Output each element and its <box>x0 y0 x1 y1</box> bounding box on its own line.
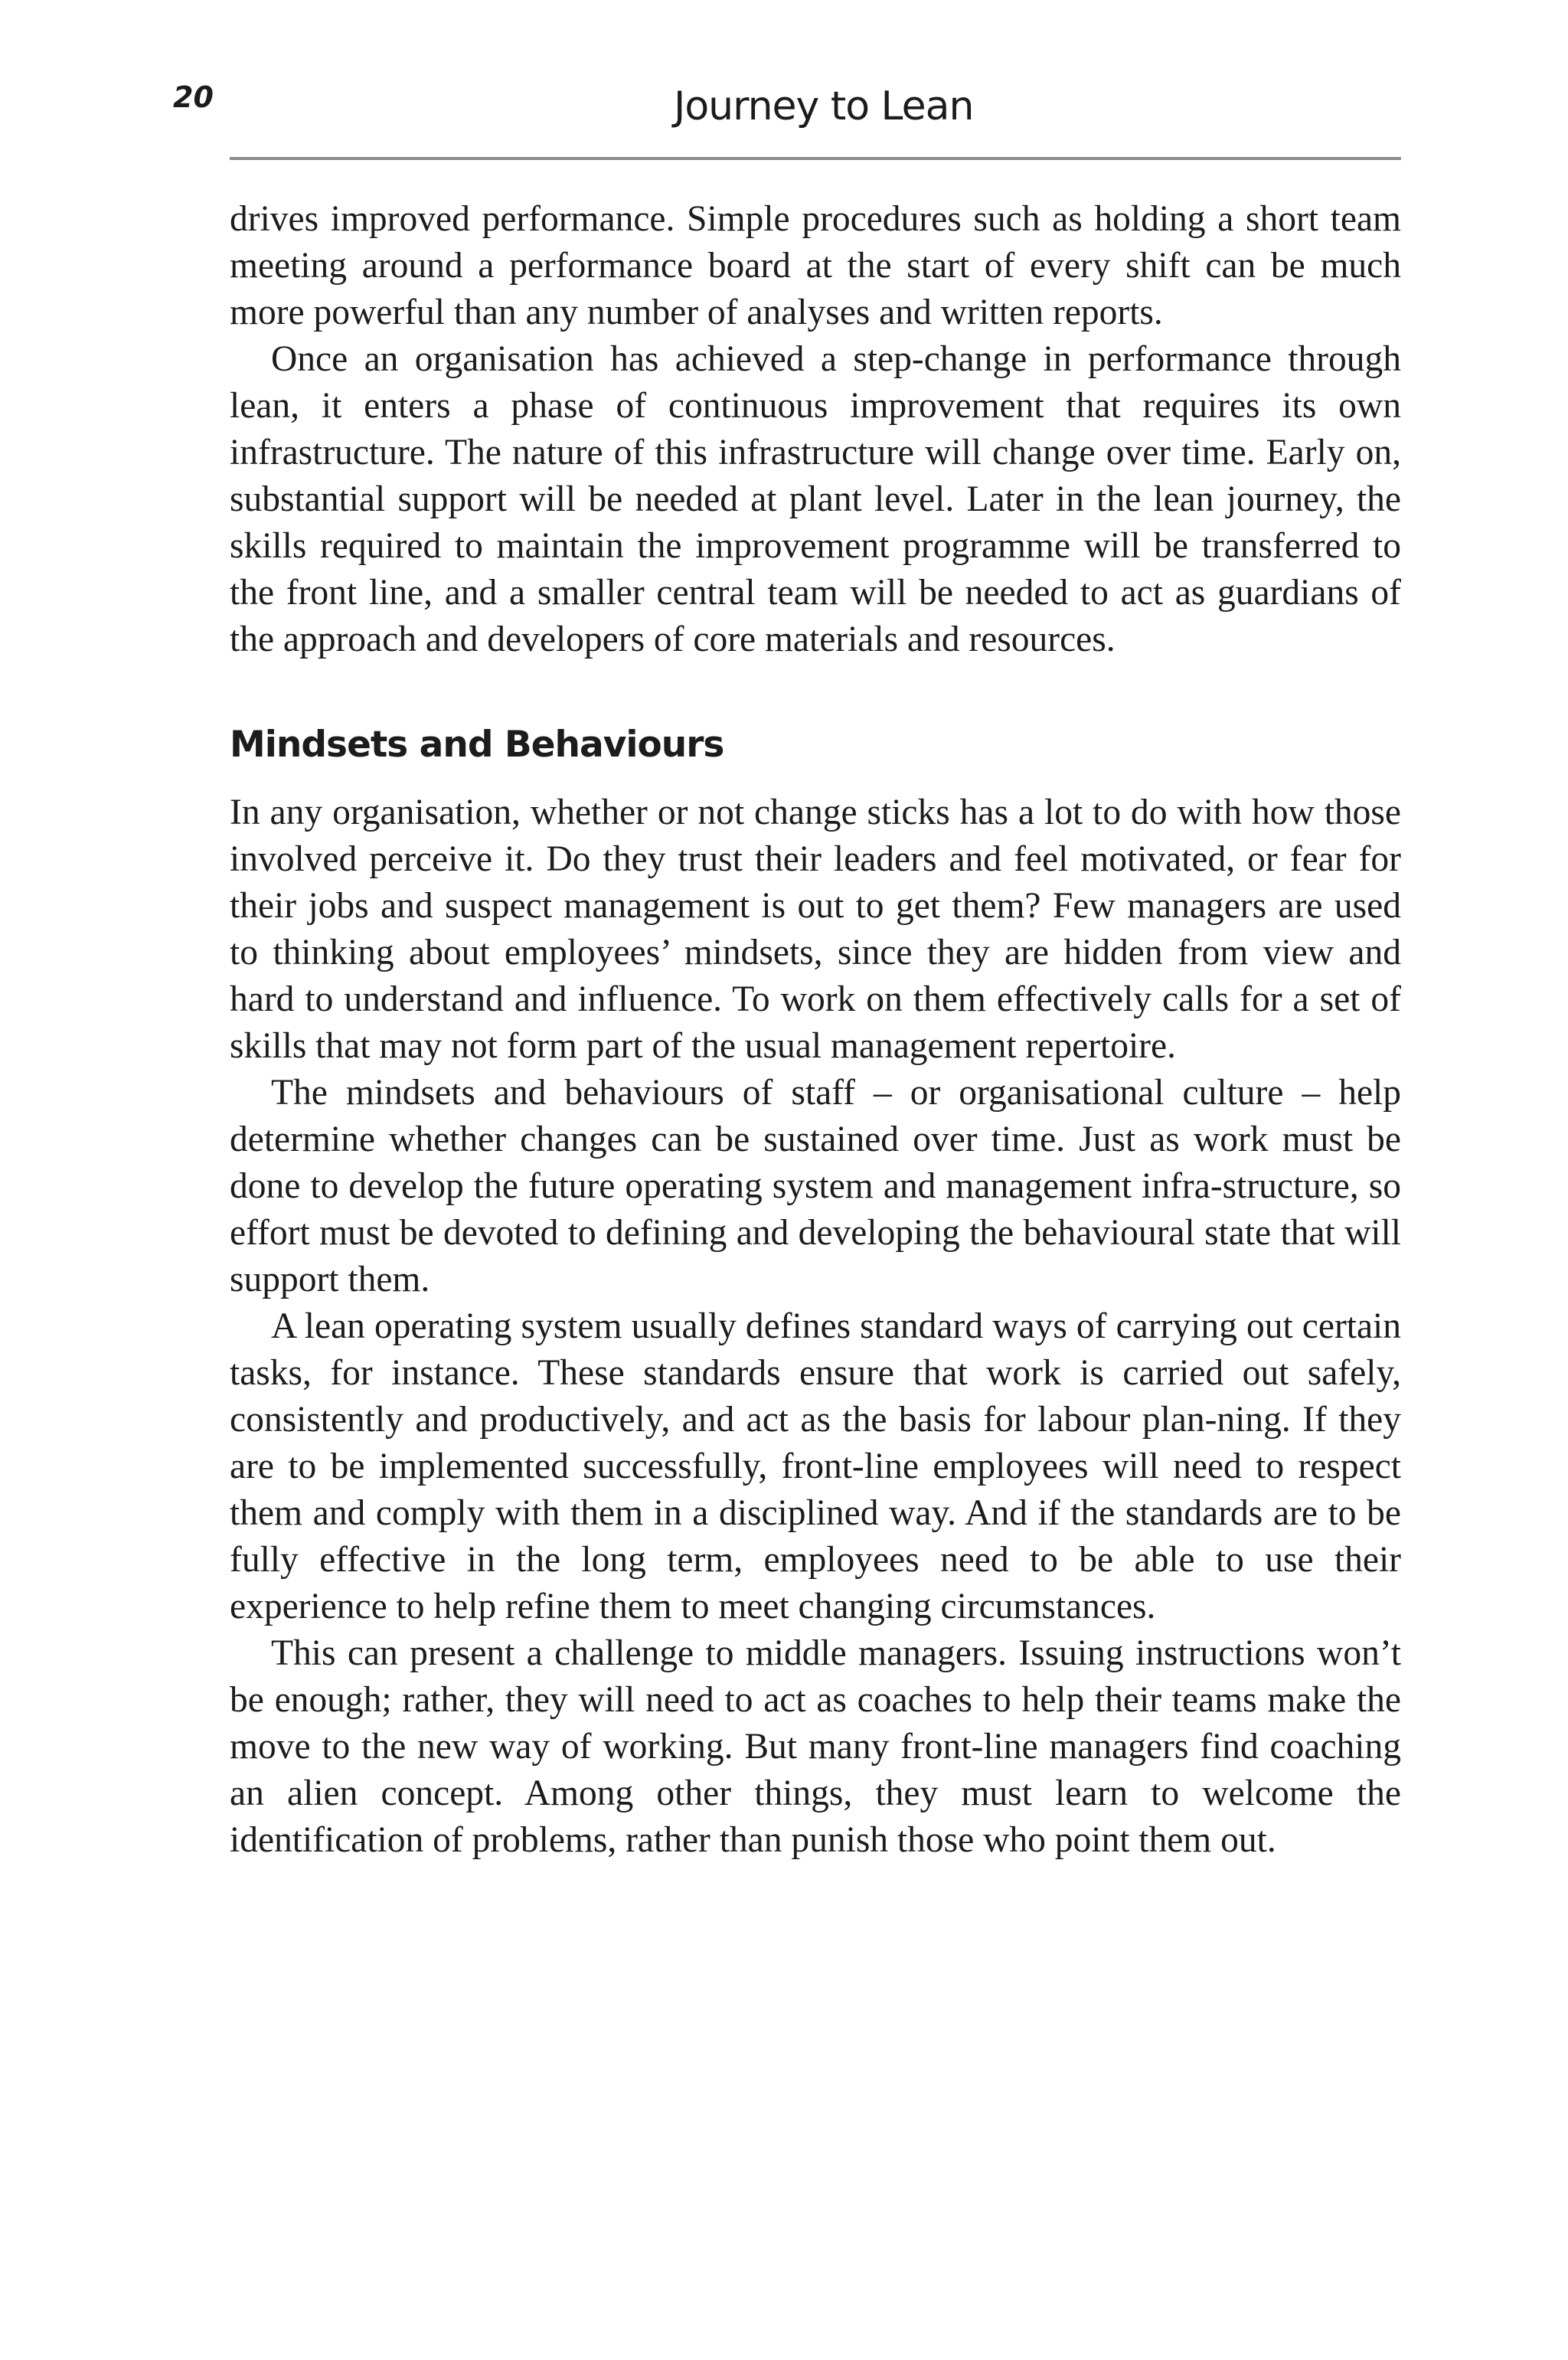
paragraph: In any organisation, whether or not change sticks has a lot to do with how those involved perceive it. Do they trust their leaders and feel motivated, or fear for their jobs and suspect management is out to get them? Few managers are used to thinking about employees’ mindsets, since they are hidden from view and hard to understand and influence. To work on them effectively calls for a set of skills that may not form part of the usual management repertoire. <box>230 793 1401 1066</box>
paragraph: A lean operating system usually defines standard ways of carrying out certain tasks, for instance. These standards ensure that work is carried out safely, consistently and productively, and act as the basis for labour plan-ning. If they are to be implemented successfully, front-line employees will need to respect them and comply with them in a disciplined way. And if the standards are to be fully effective in the long term, employees need to be able to use their experience to help refine them to meet changing circumstances. <box>230 1306 1401 1626</box>
page-number: 20 <box>173 80 214 114</box>
paragraph: drives improved performance. Simple procedures such as holding a short team meeting around a performance board at the start of every shift can be much more powerful than any number of analyses and written reports. <box>230 199 1401 332</box>
header-rule <box>230 157 1401 160</box>
section-heading: Mindsets and Behaviours <box>230 724 724 766</box>
body-text <box>230 196 1401 1864</box>
running-title: Journey to Lean <box>674 83 974 129</box>
paragraph: The mindsets and behaviours of staff – or organisational culture – help determine whether changes can be sustained over time. Just as work must be done to develop the future operating system and management infra-structure, so effort must be devoted to defining and developing the behavioural state that will support them. <box>230 1073 1401 1299</box>
paragraph: This can present a challenge to middle managers. Issuing instructions won’t be enough; rather, they will need to act as coaches to help their teams make the move to the new way of working. But many front-line managers find coaching an alien concept. Among other things, they must learn to welcome the identification of problems, rather than punish those who point them out. <box>230 1633 1401 1860</box>
paragraph: Once an organisation has achieved a step-change in performance through lean, it enters a phase of continuous improvement that requires its own infrastructure. The nature of this infrastructure will change over time. Early on, substantial support will be needed at plant level. Later in the lean journey, the skills required to maintain the improvement programme will be transferred to the front line, and a smaller central team will be needed to act as guardians of the approach and developers of core materials and resources. <box>230 339 1401 659</box>
